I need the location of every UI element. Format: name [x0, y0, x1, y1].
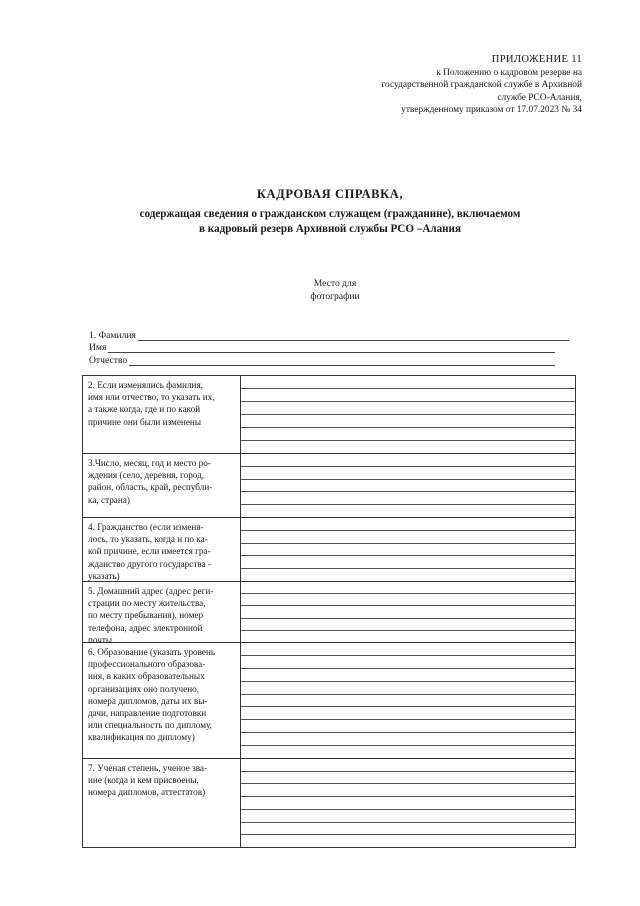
answer-line[interactable] [241, 707, 575, 720]
question-text-line: причине они были изменены [88, 416, 202, 427]
question-text-line: 6. Образование (указать уровень [88, 647, 216, 657]
section-answer-area[interactable] [241, 759, 575, 847]
form-section [83, 454, 575, 518]
section-question [83, 376, 241, 453]
name-fields [89, 328, 569, 366]
question-text-line: ния, в каких образовательных [88, 671, 205, 682]
photo-placeholder [290, 278, 380, 303]
answer-line[interactable] [241, 733, 575, 746]
question-text-line: лось, то указать, когда и по ка- [88, 534, 208, 545]
answer-line[interactable] [241, 505, 575, 517]
question-text-line: имя или отчество, то указать их, [88, 392, 215, 403]
answer-line[interactable] [241, 669, 575, 682]
appendix-line: к Положению о кадровом резерве на [436, 68, 582, 79]
answer-line[interactable] [241, 415, 575, 428]
section-question [83, 454, 241, 517]
section-question [83, 582, 241, 645]
question-text-line: а также когда, где и по какой [88, 404, 201, 415]
question-text-line: ждения (село, деревня, город, [88, 470, 205, 481]
question-text-line: 5. Домашний адрес (адрес реги- [88, 586, 214, 596]
answer-line[interactable] [241, 656, 575, 669]
answer-line[interactable] [241, 759, 575, 772]
patronymic-field[interactable] [129, 356, 555, 366]
appendix-line: службе РСО-Алания, [497, 92, 582, 103]
question-text-line: организациях оно получено, [88, 683, 199, 694]
answer-line[interactable] [241, 518, 575, 531]
answer-line[interactable] [241, 531, 575, 544]
photo-label-line: Место для [313, 278, 357, 289]
answer-line[interactable] [241, 772, 575, 785]
question-text-line: район, область, край, республи- [88, 482, 213, 493]
answer-line[interactable] [241, 454, 575, 467]
question-text-line: 3.Число, месяц, год и место ро- [88, 458, 211, 468]
question-text-line: квалификация по диплому) [88, 732, 195, 743]
question-text-line: указать) [88, 570, 120, 581]
surname-label: 1. Фамилия [89, 329, 136, 341]
document-subtitle-line: в кадровый резерв Архивной службы РСО –Алания [199, 223, 461, 235]
question-text-line: 2. Если изменялись фамилия, [88, 380, 203, 390]
form-section [83, 759, 575, 847]
section-answer-area[interactable] [241, 643, 575, 758]
section-answer-area[interactable] [241, 582, 575, 642]
answer-line[interactable] [241, 835, 575, 847]
answer-line[interactable] [241, 569, 575, 581]
question-text-line: 7. Ученая степень, ученое зва- [88, 763, 208, 773]
answer-line[interactable] [241, 682, 575, 695]
answer-line[interactable] [241, 797, 575, 810]
section-question [83, 759, 241, 847]
form-section [83, 518, 575, 582]
question-text-line: ка, страна) [88, 494, 130, 505]
patronymic-row [89, 353, 569, 366]
question-text-line: или специальность по диплому, [88, 720, 212, 731]
section-question [83, 643, 241, 758]
document-title-block [80, 187, 580, 237]
section-question [83, 518, 241, 581]
question-text-line: почты [88, 634, 113, 645]
first-name-row [89, 341, 569, 354]
question-text-line: страции по месту жительства, [88, 598, 206, 609]
answer-line[interactable] [241, 441, 575, 453]
answer-line[interactable] [241, 823, 575, 836]
appendix-header [322, 54, 582, 116]
appendix-heading: ПРИЛОЖЕНИЕ 11 [491, 54, 582, 65]
question-text-line: кой причине, если имеется гра- [88, 546, 211, 557]
question-text-line: по месту пребывания), номер [88, 610, 204, 621]
question-text-line: телефона, адрес электронной [88, 622, 203, 633]
answer-line[interactable] [241, 492, 575, 505]
section-answer-area[interactable] [241, 518, 575, 581]
answer-line[interactable] [241, 480, 575, 493]
surname-row [89, 328, 569, 341]
first-name-field[interactable] [108, 343, 555, 353]
personnel-info-table [82, 375, 576, 848]
answer-line[interactable] [241, 631, 575, 642]
answer-line[interactable] [241, 544, 575, 557]
answer-line[interactable] [241, 389, 575, 402]
answer-line[interactable] [241, 376, 575, 389]
question-text-line: дачи, направление подготовки [88, 708, 207, 719]
answer-line[interactable] [241, 402, 575, 415]
answer-line[interactable] [241, 428, 575, 441]
answer-line[interactable] [241, 746, 575, 758]
answer-line[interactable] [241, 720, 575, 733]
answer-line[interactable] [241, 695, 575, 708]
document-subtitle-line: содержащая сведения о гражданском служащем (гражданине), включаемом [139, 208, 521, 220]
answer-line[interactable] [241, 810, 575, 823]
appendix-line: государственной гражданской службе в Архивной [381, 80, 582, 91]
answer-line[interactable] [241, 784, 575, 797]
form-section [83, 582, 575, 643]
question-text-line: номера дипломов, даты их вы- [88, 695, 208, 706]
section-answer-area[interactable] [241, 454, 575, 517]
form-section [83, 643, 575, 759]
photo-label-line: фотографии [310, 290, 360, 302]
question-text-line: 4. Гражданство (если изменя- [88, 522, 204, 532]
answer-line[interactable] [241, 467, 575, 480]
answer-line[interactable] [241, 556, 575, 569]
section-answer-area[interactable] [241, 376, 575, 453]
question-text-line: профессионального образова- [88, 659, 206, 670]
answer-line[interactable] [241, 619, 575, 631]
appendix-line: утвержденному приказом от 17.07.2023 № 34 [401, 104, 582, 115]
question-text-line: номера дипломов, аттестатов) [88, 787, 206, 798]
surname-field[interactable] [138, 331, 569, 341]
patronymic-label: Отчество [89, 354, 128, 366]
question-text-line: жданство другого государства - [88, 558, 212, 569]
answer-line[interactable] [241, 582, 575, 594]
answer-line[interactable] [241, 643, 575, 656]
document-title: КАДРОВАЯ СПРАВКА, [256, 187, 404, 201]
question-text-line: ние (когда и кем присвоены, [88, 775, 199, 786]
first-name-label: Имя [89, 342, 107, 353]
answer-line[interactable] [241, 606, 575, 618]
answer-line[interactable] [241, 594, 575, 606]
form-section [83, 376, 575, 454]
